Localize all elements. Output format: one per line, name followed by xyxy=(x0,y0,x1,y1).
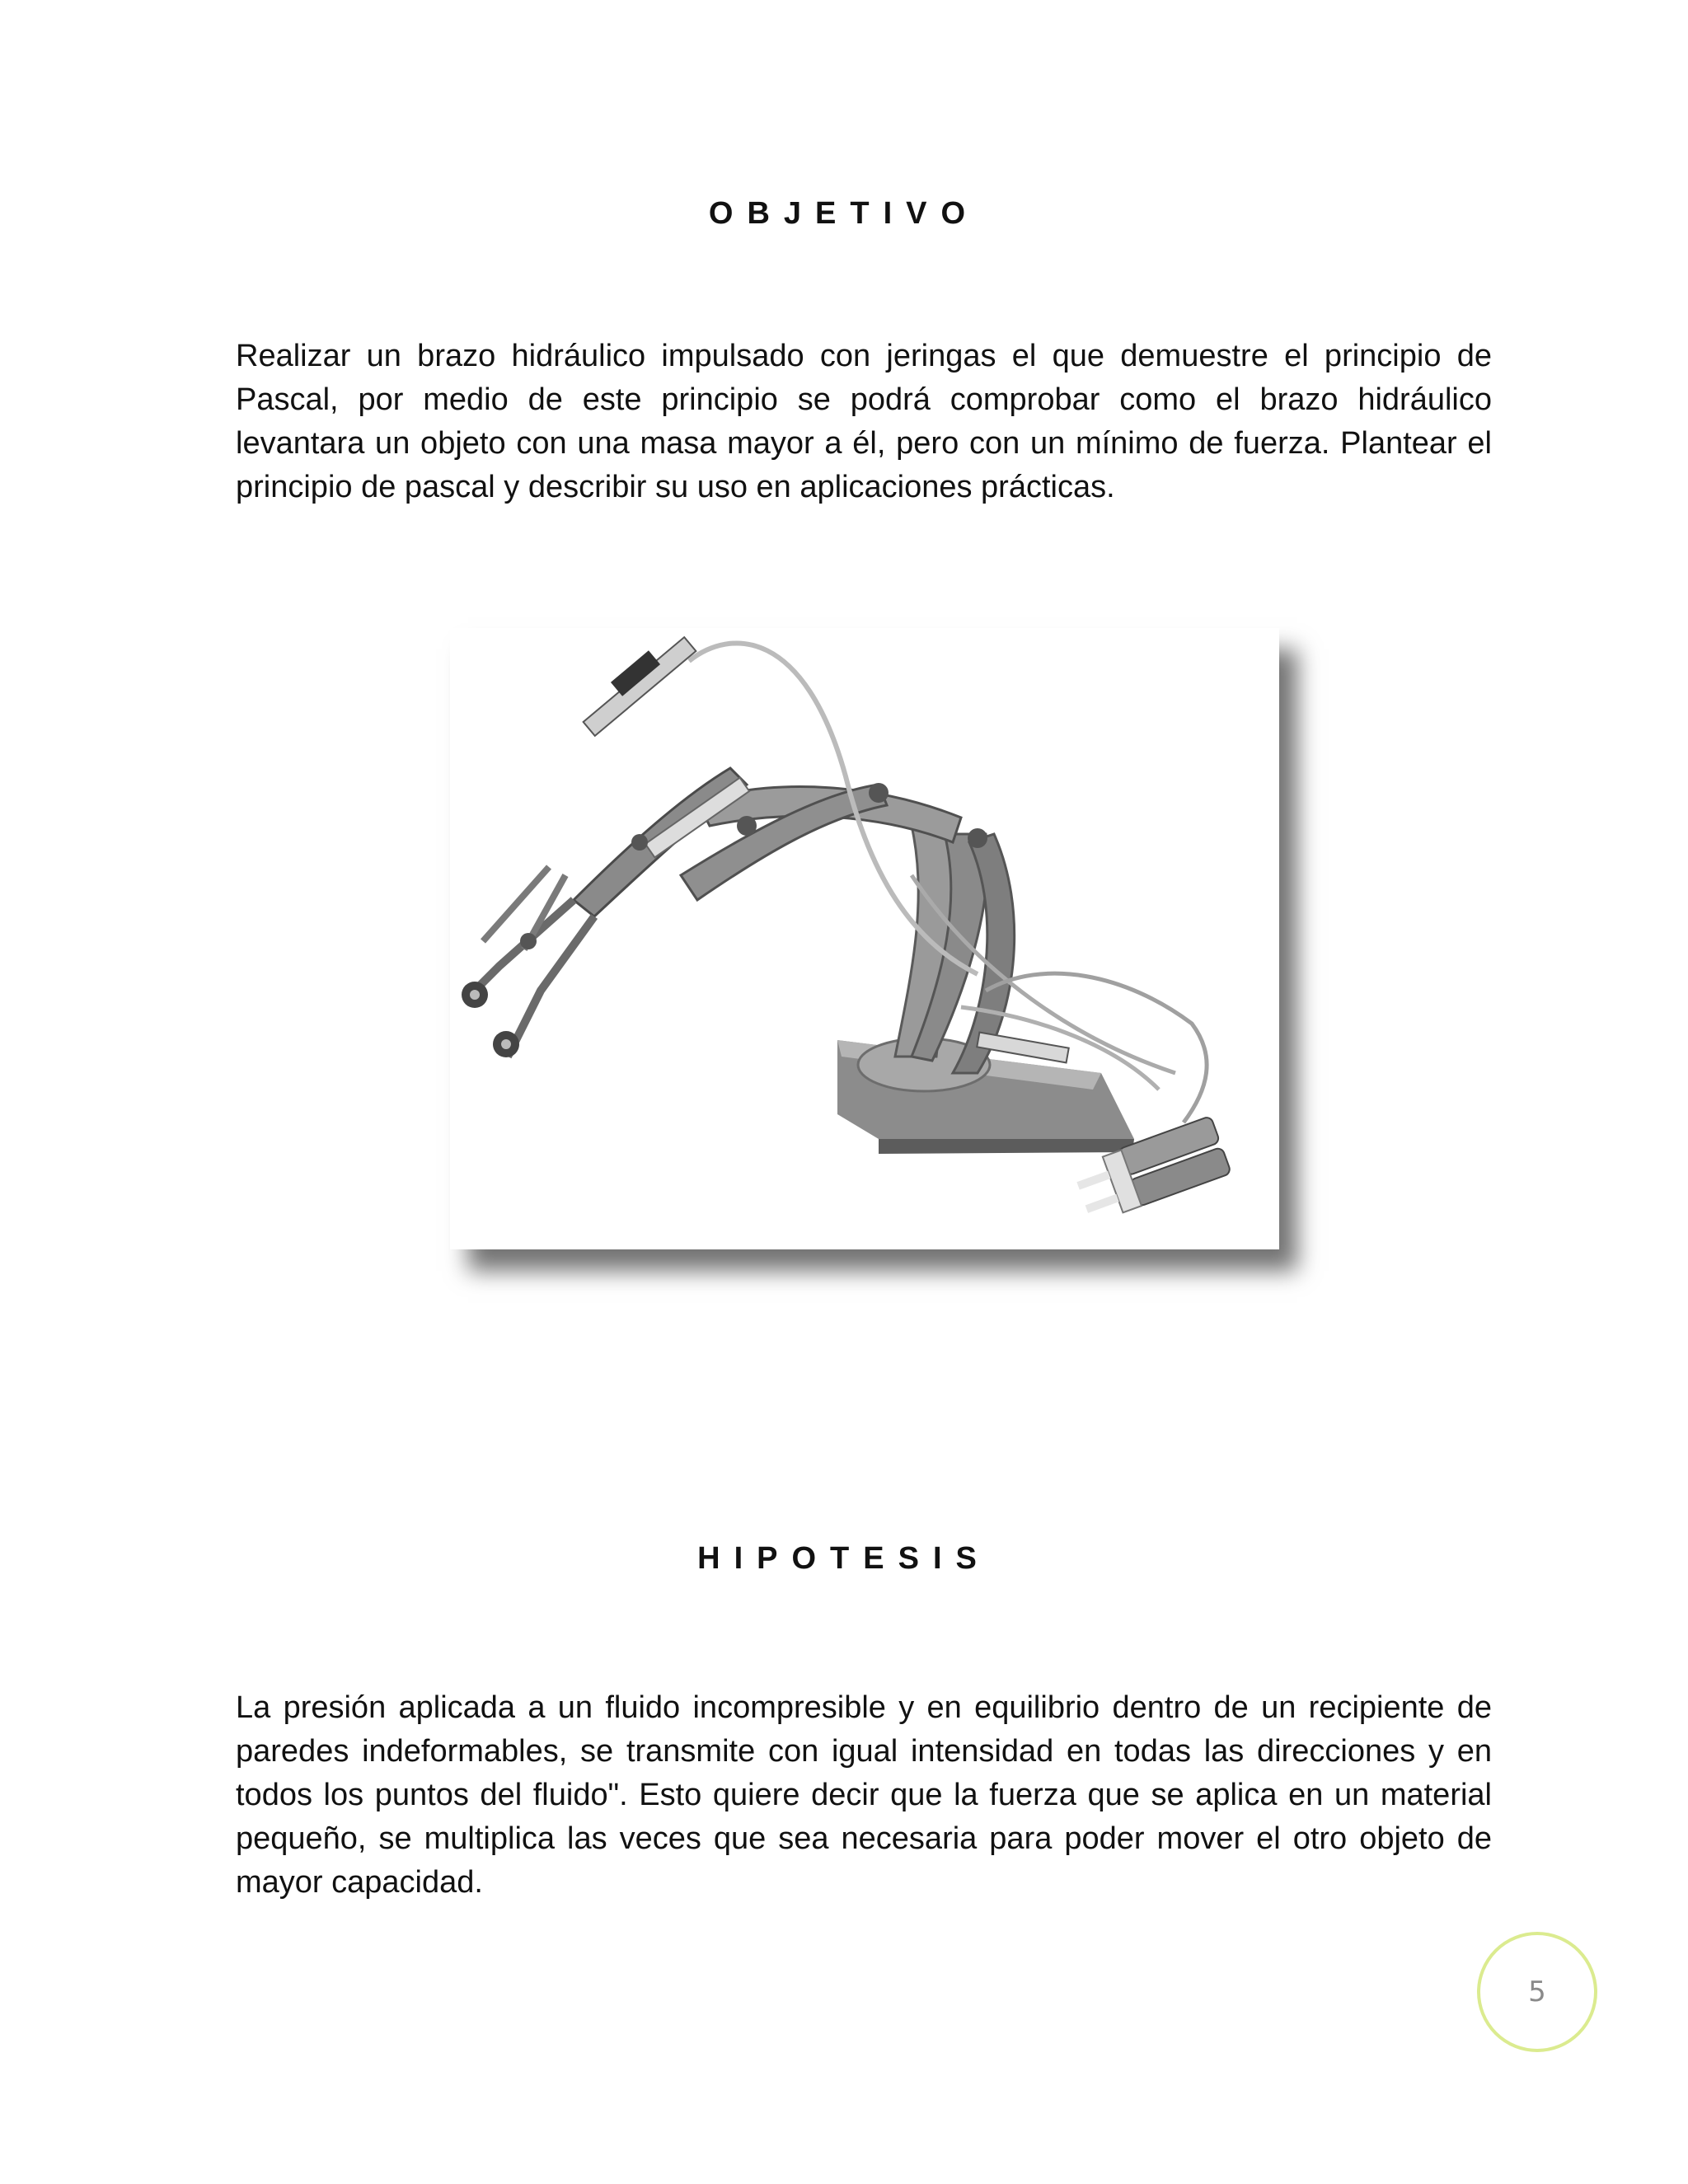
hydraulic-arm-illustration xyxy=(450,628,1279,1249)
hydraulic-arm-figure xyxy=(450,628,1279,1249)
hipotesis-paragraph: La presión aplicada a un fluido incompresible y en equilibrio dentro de un recipiente de paredes indeformables, se transmite con igual intensidad en todas las direcciones y en todos los puntos del fluido". Esto quiere decir que la fuerza que se aplica en un material pequeño, se multiplica las veces que sea necesaria para poder mover el otro objeto de mayor capacidad. xyxy=(236,1690,1492,1900)
objetivo-heading: OBJETIVO xyxy=(708,196,980,231)
page-number-badge: 5 xyxy=(1477,1932,1597,2052)
objetivo-paragraph: Realizar un brazo hidráulico impulsado con jeringas el que demuestre el principio de Pascal, por medio de este principio se podrá comprobar como el brazo hidráulico levantara un objeto con una masa mayor a él, pero con un mínimo de fuerza. Plantear el principio de pascal y describir su uso en aplicaciones prácticas. xyxy=(236,339,1492,504)
hipotesis-heading: HIPOTESIS xyxy=(697,1541,991,1576)
